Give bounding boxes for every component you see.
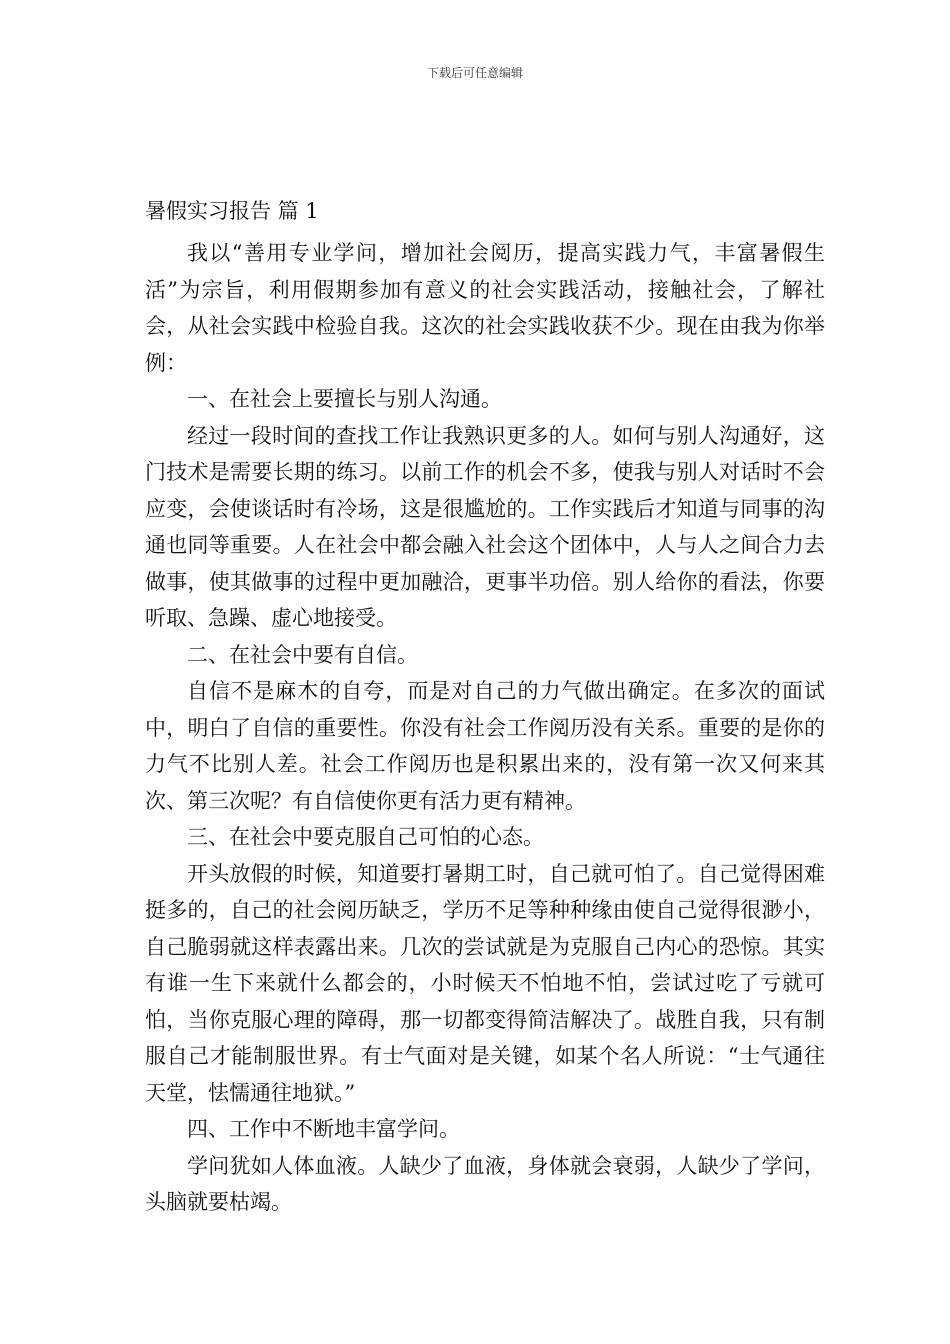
document-body [145, 193, 825, 1221]
intro-paragraph: 我以“善用专业学问，增加社会阅历，提高实践力气，丰富暑假生活”为宗旨，利用假期参加有意义的社会实践活动，接触社会，了解社会，从社会实践中检验自我。这次的社会实践收获不少。现在由我为你举例： [145, 241, 825, 375]
section-paragraph-2: 自信不是麻木的自夸，而是对自己的力气做出确定。在多次的面试中，明白了自信的重要性。你没有社会工作阅历没有关系。重要的是你的力气不比别人差。社会工作阅历也是积累出来的，没有第一次又何来其次、第三次呢？有自信使你更有活力更有精神。 [145, 679, 825, 813]
document-title: 暑假实习报告 篇 1 [145, 199, 319, 223]
section-heading-3: 三、在社会中要克服自己可怕的心态。 [187, 825, 544, 849]
section-heading-1: 一、在社会上要擅长与别人沟通。 [187, 387, 502, 411]
section-heading-4: 四、工作中不断地丰富学问。 [187, 1117, 460, 1141]
page-header-note: 下载后可任意编辑 [426, 66, 523, 80]
section-heading-2: 二、在社会中要有自信。 [187, 642, 418, 667]
section-paragraph-3: 开头放假的时候，知道要打暑期工时，自己就可怕了。自己觉得困难挺多的，自己的社会阅历缺乏，学历不足等种种缘由使自己觉得很渺小，自己脆弱就这样表露出来。几次的尝试就是为克服自己内心的恐惊。其实有谁一生下来就什么都会的，小时候天不怕地不怕，尝试过吃了亏就可怕，当你克服心理的障碍，那一切都变得简洁解决了。战胜自我，只有制服自己才能制服世界。有士气面对是关键，如某个名人所说：“士气通往天堂，怯懦通往地狱。” [145, 861, 825, 1105]
section-paragraph-1: 经过一段时间的查找工作让我熟识更多的人。如何与别人沟通好，这门技术是需要长期的练习。以前工作的机会不多，使我与别人对话时不会应变，会使谈话时有冷场，这是很尴尬的。工作实践后才知道与同事的沟通也同等重要。人在社会中都会融入社会这个团体中，人与人之间合力去做事，使其做事的过程中更加融洽，更事半功倍。别人给你的看法，你要听取、急躁、虚心地接受。 [145, 423, 825, 630]
section-paragraph-4: 学问犹如人体血液。人缺少了血液，身体就会衰弱，人缺少了学问，头脑就要枯竭。 [145, 1153, 825, 1214]
